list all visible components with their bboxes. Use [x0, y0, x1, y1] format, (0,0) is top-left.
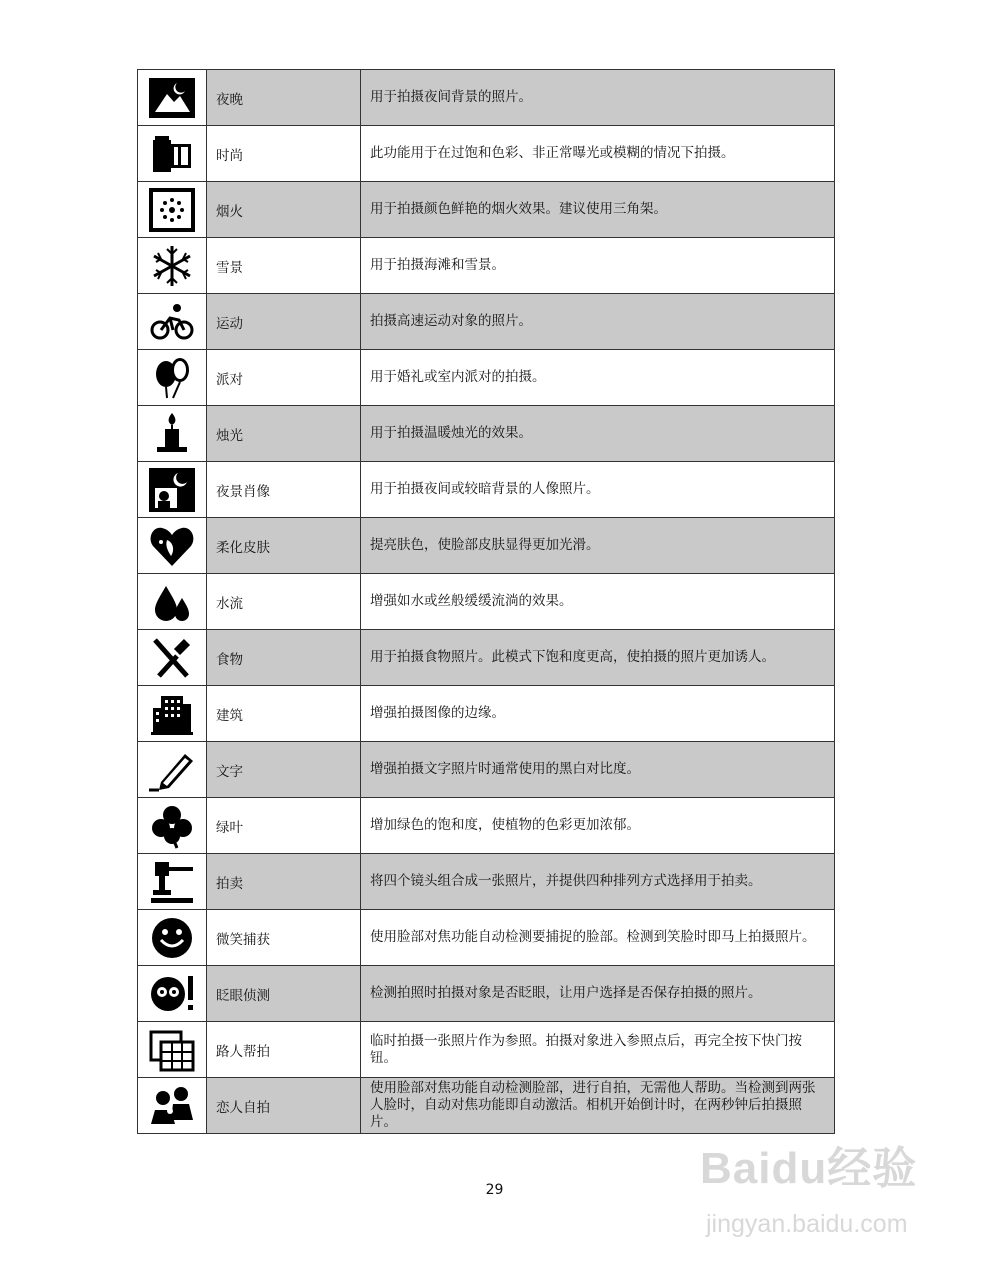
table-row [138, 182, 835, 238]
mode-icon-cell [138, 1078, 207, 1134]
mode-icon-cell [138, 518, 207, 574]
mode-description: 检测拍照时拍摄对象是否眨眼，让用户选择是否保存拍摄的照片。 [361, 966, 835, 1022]
mode-description: 用于婚礼或室内派对的拍摄。 [361, 350, 835, 406]
mode-name: 建筑 [207, 686, 361, 742]
mode-name: 派对 [207, 350, 361, 406]
mode-name: 时尚 [207, 126, 361, 182]
mode-description: 用于拍摄夜间背景的照片。 [361, 70, 835, 126]
table-row [138, 518, 835, 574]
table-row [138, 406, 835, 462]
clover-icon [147, 802, 197, 850]
mode-icon-cell [138, 686, 207, 742]
pencil-icon [147, 746, 197, 794]
mode-description: 将四个镜头组合成一张照片，并提供四种排列方式选择用于拍卖。 [361, 854, 835, 910]
mode-name: 烛光 [207, 406, 361, 462]
table-row [138, 462, 835, 518]
couple-icon [147, 1082, 197, 1130]
mode-description: 使用脸部对焦功能自动检测脸部，进行自拍，无需他人帮助。当检测到两张人脸时，自动对焦功能即自动激活。相机开始倒计时，在两秒钟后拍摄照片。 [361, 1078, 835, 1134]
table-row [138, 798, 835, 854]
page-number: 29 [485, 1182, 504, 1198]
watermark [700, 1132, 950, 1272]
mode-description: 用于拍摄食物照片。此模式下饱和度更高，使拍摄的照片更加诱人。 [361, 630, 835, 686]
soft-skin-icon [147, 522, 197, 570]
mode-icon-cell [138, 574, 207, 630]
scene-mode-table [137, 69, 835, 1134]
mode-description: 使用脸部对焦功能自动检测要捕捉的脸部。检测到笑脸时即马上拍摄照片。 [361, 910, 835, 966]
cyclist-icon [147, 298, 197, 346]
mode-description: 此功能用于在过饱和色彩、非正常曝光或模糊的情况下拍摄。 [361, 126, 835, 182]
mode-name: 食物 [207, 630, 361, 686]
mode-icon-cell [138, 630, 207, 686]
table-row [138, 910, 835, 966]
water-drops-icon [147, 578, 197, 626]
mode-name: 眨眼侦测 [207, 966, 361, 1022]
table-row [138, 854, 835, 910]
table-row [138, 630, 835, 686]
fireworks-icon [147, 186, 197, 234]
night-portrait-icon [147, 466, 197, 514]
mode-icon-cell [138, 238, 207, 294]
candle-icon [147, 410, 197, 458]
blink-detect-icon [147, 970, 197, 1018]
mode-name: 水流 [207, 574, 361, 630]
mode-icon-cell [138, 966, 207, 1022]
mode-icon-cell [138, 350, 207, 406]
mode-description: 增强如水或丝般缓缓流淌的效果。 [361, 574, 835, 630]
mode-name: 夜景肖像 [207, 462, 361, 518]
mode-name: 拍卖 [207, 854, 361, 910]
mode-description: 提亮肤色，使脸部皮肤显得更加光滑。 [361, 518, 835, 574]
mode-name: 烟火 [207, 182, 361, 238]
table-row [138, 686, 835, 742]
mode-icon-cell [138, 126, 207, 182]
table-row [138, 742, 835, 798]
mode-description: 增加绿色的饱和度，使植物的色彩更加浓郁。 [361, 798, 835, 854]
table-row [138, 126, 835, 182]
table-row [138, 238, 835, 294]
table-row [138, 574, 835, 630]
night-landscape-icon [147, 74, 197, 122]
mode-name: 柔化皮肤 [207, 518, 361, 574]
mode-name: 恋人自拍 [207, 1078, 361, 1134]
balloons-icon [147, 354, 197, 402]
mode-description: 用于拍摄温暖烛光的效果。 [361, 406, 835, 462]
mode-icon-cell [138, 406, 207, 462]
buildings-icon [147, 690, 197, 738]
table-row [138, 70, 835, 126]
mode-description: 拍摄高速运动对象的照片。 [361, 294, 835, 350]
table-row [138, 350, 835, 406]
mode-name: 文字 [207, 742, 361, 798]
mode-icon-cell [138, 1022, 207, 1078]
mode-description: 用于拍摄颜色鲜艳的烟火效果。建议使用三角架。 [361, 182, 835, 238]
mode-icon-cell [138, 854, 207, 910]
table-row [138, 294, 835, 350]
knife-fork-icon [147, 634, 197, 682]
table-row [138, 966, 835, 1022]
grid-frames-icon [147, 1026, 197, 1074]
mode-icon-cell [138, 462, 207, 518]
table-row [138, 1078, 835, 1134]
film-roll-icon [147, 130, 197, 178]
mode-icon-cell [138, 798, 207, 854]
mode-description: 用于拍摄夜间或较暗背景的人像照片。 [361, 462, 835, 518]
mode-name: 运动 [207, 294, 361, 350]
table-row [138, 1022, 835, 1078]
snowflake-icon [147, 242, 197, 290]
mode-description: 增强拍摄文字照片时通常使用的黑白对比度。 [361, 742, 835, 798]
mode-description: 用于拍摄海滩和雪景。 [361, 238, 835, 294]
mode-name: 微笑捕获 [207, 910, 361, 966]
mode-icon-cell [138, 70, 207, 126]
mode-name: 路人帮拍 [207, 1022, 361, 1078]
mode-icon-cell [138, 910, 207, 966]
mode-icon-cell [138, 182, 207, 238]
mode-name: 雪景 [207, 238, 361, 294]
mode-name: 绿叶 [207, 798, 361, 854]
mode-description: 增强拍摄图像的边缘。 [361, 686, 835, 742]
smiley-icon [147, 914, 197, 962]
watermark-logo: Baidu经验 [700, 1144, 918, 1193]
mode-icon-cell [138, 742, 207, 798]
mode-description: 临时拍摄一张照片作为参照。拍摄对象进入参照点后，再完全按下快门按钮。 [361, 1022, 835, 1078]
auction-hammer-icon [147, 858, 197, 906]
mode-icon-cell [138, 294, 207, 350]
watermark-url: jingyan.baidu.com [706, 1210, 908, 1238]
mode-name: 夜晚 [207, 70, 361, 126]
